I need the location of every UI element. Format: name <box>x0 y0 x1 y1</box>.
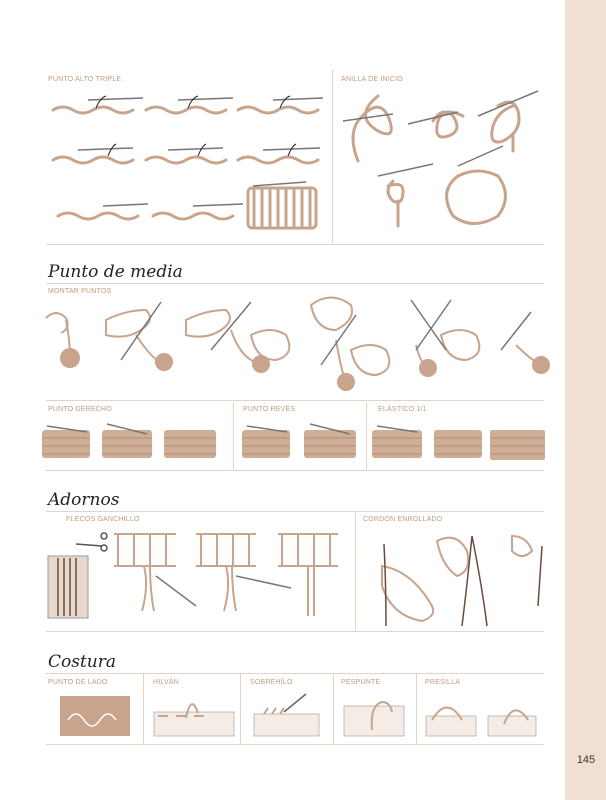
fringe-illustrations <box>46 526 351 626</box>
divider <box>46 673 544 674</box>
label-montar-puntos: MONTAR PUNTOS <box>48 288 112 295</box>
divider <box>355 513 356 631</box>
cast-on-illustrations <box>36 290 551 398</box>
page-number: 145 <box>576 754 596 766</box>
label-hilvan: HILVÁN <box>153 679 179 686</box>
divider <box>332 70 333 244</box>
sewing-stitch-illustrations <box>54 690 539 740</box>
label-punto-reves: PUNTO REVÉS <box>243 406 296 413</box>
divider <box>46 511 544 512</box>
label-flecos-ganchillo: FLECOS GANCHILLO <box>66 516 140 523</box>
label-punto-derecho: PUNTO DERECHO <box>48 406 112 413</box>
section-title-costura: Costura <box>48 652 117 672</box>
divider <box>46 470 544 471</box>
label-punto-de-lado: PUNTO DE LADO <box>48 679 108 686</box>
label-pespunte: PESPUNTE <box>341 679 381 686</box>
twisted-cord-illustrations <box>372 526 552 631</box>
divider <box>46 631 544 632</box>
label-sobrehilo: SOBREHÍLO <box>250 679 293 686</box>
divider <box>46 744 544 745</box>
label-cordon-enrollado: CORDÓN ENROLLADO <box>363 516 443 523</box>
slip-knot-illustrations <box>338 86 553 236</box>
label-punto-alto-triple: PUNTO ALTO TRIPLE <box>48 76 122 83</box>
treble-crochet-illustrations <box>48 88 328 238</box>
page-sidebar <box>565 0 606 800</box>
divider <box>46 244 544 245</box>
label-presilla: PRESILLA <box>425 679 461 686</box>
label-elastico: ELÁSTICO 1/1 <box>378 406 427 413</box>
label-anilla-de-inicio: ANILLA DE INICIO <box>341 76 403 83</box>
section-title-adornos: Adornos <box>48 490 120 510</box>
divider <box>46 283 544 284</box>
section-title-punto-de-media: Punto de media <box>48 262 183 282</box>
knit-stitch-swatches <box>42 420 547 464</box>
divider <box>46 400 544 401</box>
